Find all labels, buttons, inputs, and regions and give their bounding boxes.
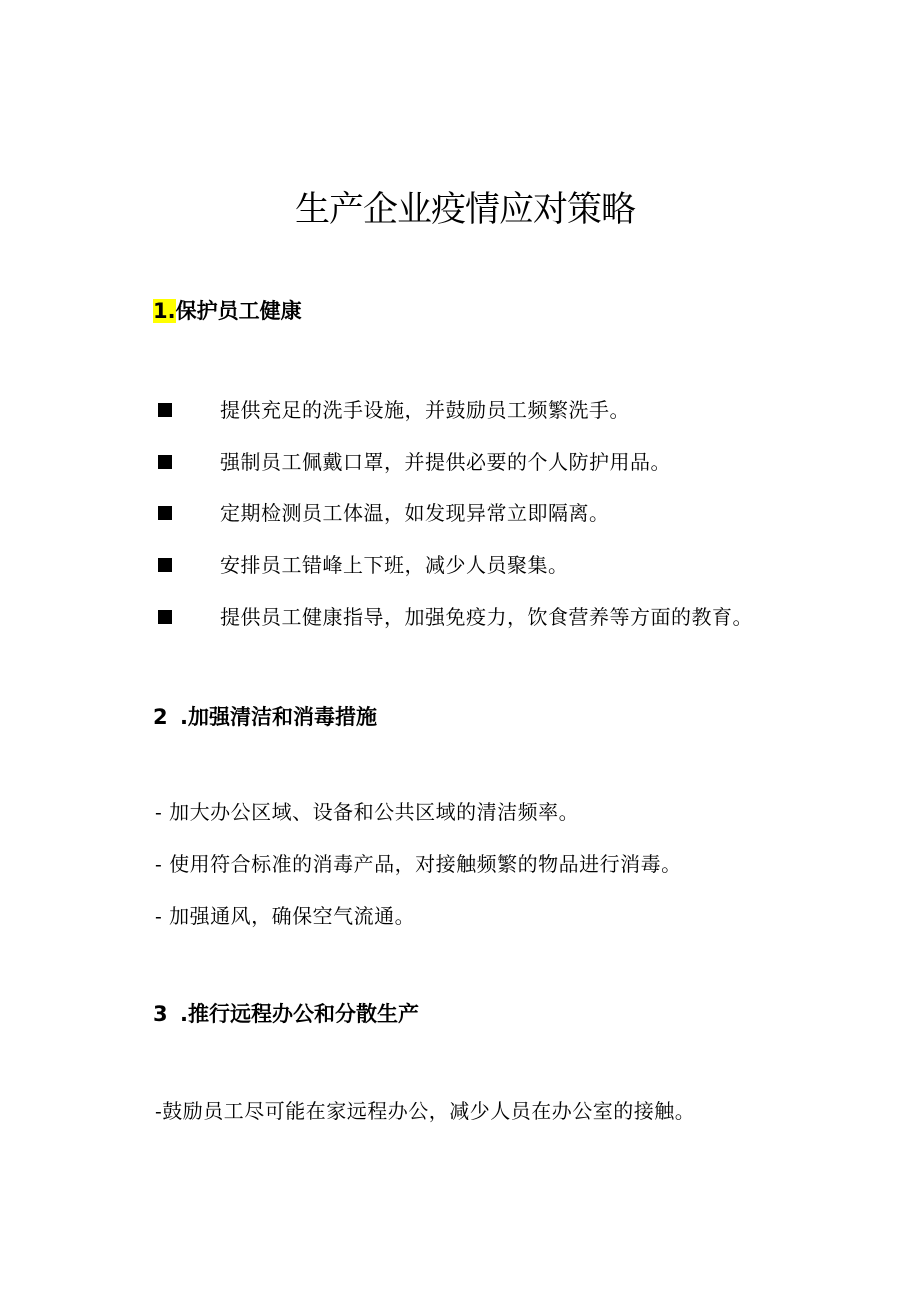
list-item: -鼓励员工尽可能在家远程办公，减少人员在办公室的接触。 (155, 1099, 696, 1123)
square-bullet-icon (158, 455, 172, 469)
section-heading-1 (153, 297, 302, 325)
section-number: 3 (153, 1002, 168, 1026)
square-bullet-icon (158, 558, 172, 572)
section-heading-text: .推行远程办公和分散生产 (180, 1002, 419, 1026)
list-item-text: 安排员工错峰上下班，减少人员聚集。 (220, 553, 569, 577)
square-bullet-icon (158, 403, 172, 417)
section-number: 2 (153, 705, 168, 729)
list-item-text: 定期检测员工体温，如发现异常立即隔离。 (220, 501, 610, 525)
section-heading-2 (153, 703, 377, 731)
page-title: 生产企业疫情应对策略 (294, 190, 635, 230)
list-item: - 加大办公区域、设备和公共区域的清洁频率。 (155, 800, 580, 824)
section-heading-3 (153, 1000, 419, 1028)
section-heading-text: 保护员工健康 (175, 299, 302, 323)
list-item-text: 提供充足的洗手设施，并鼓励员工频繁洗手。 (220, 398, 630, 422)
list-item: - 加强通风，确保空气流通。 (155, 904, 416, 928)
list-item-text: 提供员工健康指导，加强免疫力，饮食营养等方面的教育。 (220, 605, 753, 629)
square-bullet-icon (158, 506, 172, 520)
list-item-text: 强制员工佩戴口罩，并提供必要的个人防护用品。 (220, 450, 671, 474)
section-number-highlighted: 1. (153, 299, 176, 323)
section-heading-text: .加强清洁和消毒措施 (180, 705, 377, 729)
square-bullet-icon (158, 610, 172, 624)
list-item: - 使用符合标准的消毒产品，对接触频繁的物品进行消毒。 (155, 852, 682, 876)
